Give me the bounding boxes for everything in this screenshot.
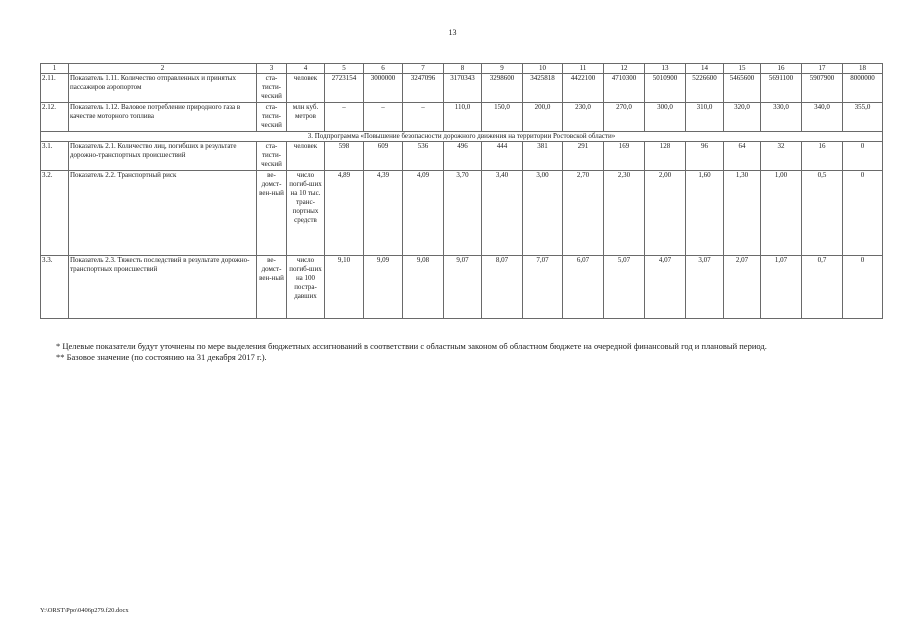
- value-cell: 536: [403, 142, 444, 171]
- value-cell: 5226600: [686, 74, 724, 103]
- value-cell: 169: [604, 142, 645, 171]
- value-cell: 110,0: [444, 103, 482, 132]
- row-number: 2.12.: [41, 103, 69, 132]
- header-cell: 18: [843, 64, 883, 74]
- value-cell: 609: [364, 142, 403, 171]
- value-cell: 4,39: [364, 171, 403, 256]
- indicator-name: Показатель 2.3. Тяжесть последствий в результате дорожно-транспортных происшествий: [69, 256, 257, 319]
- row-number: 3.3.: [41, 256, 69, 319]
- value-cell: 496: [444, 142, 482, 171]
- header-cell: 9: [482, 64, 523, 74]
- value-cell: 300,0: [645, 103, 686, 132]
- value-cell: 2,07: [724, 256, 761, 319]
- value-cell: –: [403, 103, 444, 132]
- footnote-1: * Целевые показатели будут уточнены по мере выделения бюджетных ассигнований в соответствии с областным законом об областном бюджете на очередной финансовый год и плановый период.: [56, 341, 767, 351]
- value-cell: 4,07: [645, 256, 686, 319]
- header-cell: 17: [802, 64, 843, 74]
- row-number: 2.11.: [41, 74, 69, 103]
- row-number: 3.1.: [41, 142, 69, 171]
- value-cell: 4,89: [325, 171, 364, 256]
- header-cell: 3: [257, 64, 287, 74]
- value-cell: 4710300: [604, 74, 645, 103]
- value-cell: 128: [645, 142, 686, 171]
- unit-cell: число погиб-ших на 10 тыс. транс-портных средств: [287, 171, 325, 256]
- value-cell: 4422100: [563, 74, 604, 103]
- value-cell: 0: [843, 171, 883, 256]
- indicator-type: ста-тисти-ческий: [257, 142, 287, 171]
- value-cell: 5,07: [604, 256, 645, 319]
- value-cell: 2,30: [604, 171, 645, 256]
- value-cell: 330,0: [761, 103, 802, 132]
- footnote-2: ** Базовое значение (по состоянию на 31 декабря 2017 г.).: [56, 352, 267, 362]
- value-cell: 96: [686, 142, 724, 171]
- indicator-name: Показатель 1.11. Количество отправленных и принятых пассажиров аэропортом: [69, 74, 257, 103]
- row-number: 3.2.: [41, 171, 69, 256]
- value-cell: 3425818: [523, 74, 563, 103]
- value-cell: 598: [325, 142, 364, 171]
- value-cell: 9,09: [364, 256, 403, 319]
- table-row: [41, 142, 883, 171]
- value-cell: 5691100: [761, 74, 802, 103]
- file-path: Y:\ORST\Ppo\0406p279.f20.docx: [40, 607, 129, 614]
- header-cell: 5: [325, 64, 364, 74]
- header-cell: 6: [364, 64, 403, 74]
- value-cell: 444: [482, 142, 523, 171]
- unit-cell: человек: [287, 74, 325, 103]
- value-cell: 5465600: [724, 74, 761, 103]
- value-cell: 1,60: [686, 171, 724, 256]
- value-cell: 9,08: [403, 256, 444, 319]
- header-cell: 15: [724, 64, 761, 74]
- value-cell: 8,07: [482, 256, 523, 319]
- value-cell: 310,0: [686, 103, 724, 132]
- value-cell: –: [364, 103, 403, 132]
- unit-cell: человек: [287, 142, 325, 171]
- value-cell: 7,07: [523, 256, 563, 319]
- table-row: [41, 171, 883, 256]
- value-cell: 355,0: [843, 103, 883, 132]
- value-cell: 1,07: [761, 256, 802, 319]
- value-cell: 3,70: [444, 171, 482, 256]
- value-cell: 200,0: [523, 103, 563, 132]
- value-cell: 3,40: [482, 171, 523, 256]
- header-cell: 14: [686, 64, 724, 74]
- value-cell: 2723154: [325, 74, 364, 103]
- header-cell: 7: [403, 64, 444, 74]
- section-title: 3. Подпрограмма «Повышение безопасности дорожного движения на территории Ростовской области»: [41, 132, 883, 142]
- value-cell: 5907900: [802, 74, 843, 103]
- header-row: [41, 64, 883, 74]
- value-cell: 3,00: [523, 171, 563, 256]
- header-cell: 10: [523, 64, 563, 74]
- value-cell: 3170343: [444, 74, 482, 103]
- value-cell: 9,07: [444, 256, 482, 319]
- value-cell: 6,07: [563, 256, 604, 319]
- header-cell: 11: [563, 64, 604, 74]
- indicator-name: Показатель 1.12. Валовое потребление природного газа в качестве моторного топлива: [69, 103, 257, 132]
- table-row: [41, 256, 883, 319]
- value-cell: 320,0: [724, 103, 761, 132]
- value-cell: 291: [563, 142, 604, 171]
- value-cell: 8000000: [843, 74, 883, 103]
- header-cell: 4: [287, 64, 325, 74]
- section-row: [41, 132, 883, 142]
- value-cell: 5010900: [645, 74, 686, 103]
- value-cell: 0,5: [802, 171, 843, 256]
- header-cell: 2: [69, 64, 257, 74]
- footnotes: [40, 341, 863, 363]
- value-cell: 3,07: [686, 256, 724, 319]
- header-cell: 13: [645, 64, 686, 74]
- value-cell: 64: [724, 142, 761, 171]
- value-cell: 0: [843, 142, 883, 171]
- value-cell: 2,70: [563, 171, 604, 256]
- value-cell: 340,0: [802, 103, 843, 132]
- unit-cell: млн куб. метров: [287, 103, 325, 132]
- header-cell: 1: [41, 64, 69, 74]
- value-cell: 4,09: [403, 171, 444, 256]
- table-row: [41, 103, 883, 132]
- indicators-table: [40, 63, 883, 319]
- value-cell: 230,0: [563, 103, 604, 132]
- indicator-type: ве-домст-вен-ный: [257, 256, 287, 319]
- value-cell: 1,30: [724, 171, 761, 256]
- value-cell: 9,10: [325, 256, 364, 319]
- value-cell: –: [325, 103, 364, 132]
- value-cell: 2,00: [645, 171, 686, 256]
- value-cell: 16: [802, 142, 843, 171]
- value-cell: 0,7: [802, 256, 843, 319]
- value-cell: 3000000: [364, 74, 403, 103]
- header-cell: 8: [444, 64, 482, 74]
- header-cell: 12: [604, 64, 645, 74]
- table-row: [41, 74, 883, 103]
- unit-cell: число погиб-ших на 100 постра-давших: [287, 256, 325, 319]
- value-cell: 270,0: [604, 103, 645, 132]
- value-cell: 381: [523, 142, 563, 171]
- value-cell: 3298600: [482, 74, 523, 103]
- indicator-name: Показатель 2.1. Количество лиц, погибших в результате дорожно-транспортных происшествий: [69, 142, 257, 171]
- indicator-type: ста-тисти-ческий: [257, 103, 287, 132]
- page-number: 13: [448, 28, 457, 37]
- value-cell: 0: [843, 256, 883, 319]
- indicator-type: ве-домст-вен-ный: [257, 171, 287, 256]
- value-cell: 32: [761, 142, 802, 171]
- header-cell: 16: [761, 64, 802, 74]
- indicator-name: Показатель 2.2. Транспортный риск: [69, 171, 257, 256]
- indicator-type: ста-тисти-ческий: [257, 74, 287, 103]
- value-cell: 150,0: [482, 103, 523, 132]
- value-cell: 3247096: [403, 74, 444, 103]
- value-cell: 1,00: [761, 171, 802, 256]
